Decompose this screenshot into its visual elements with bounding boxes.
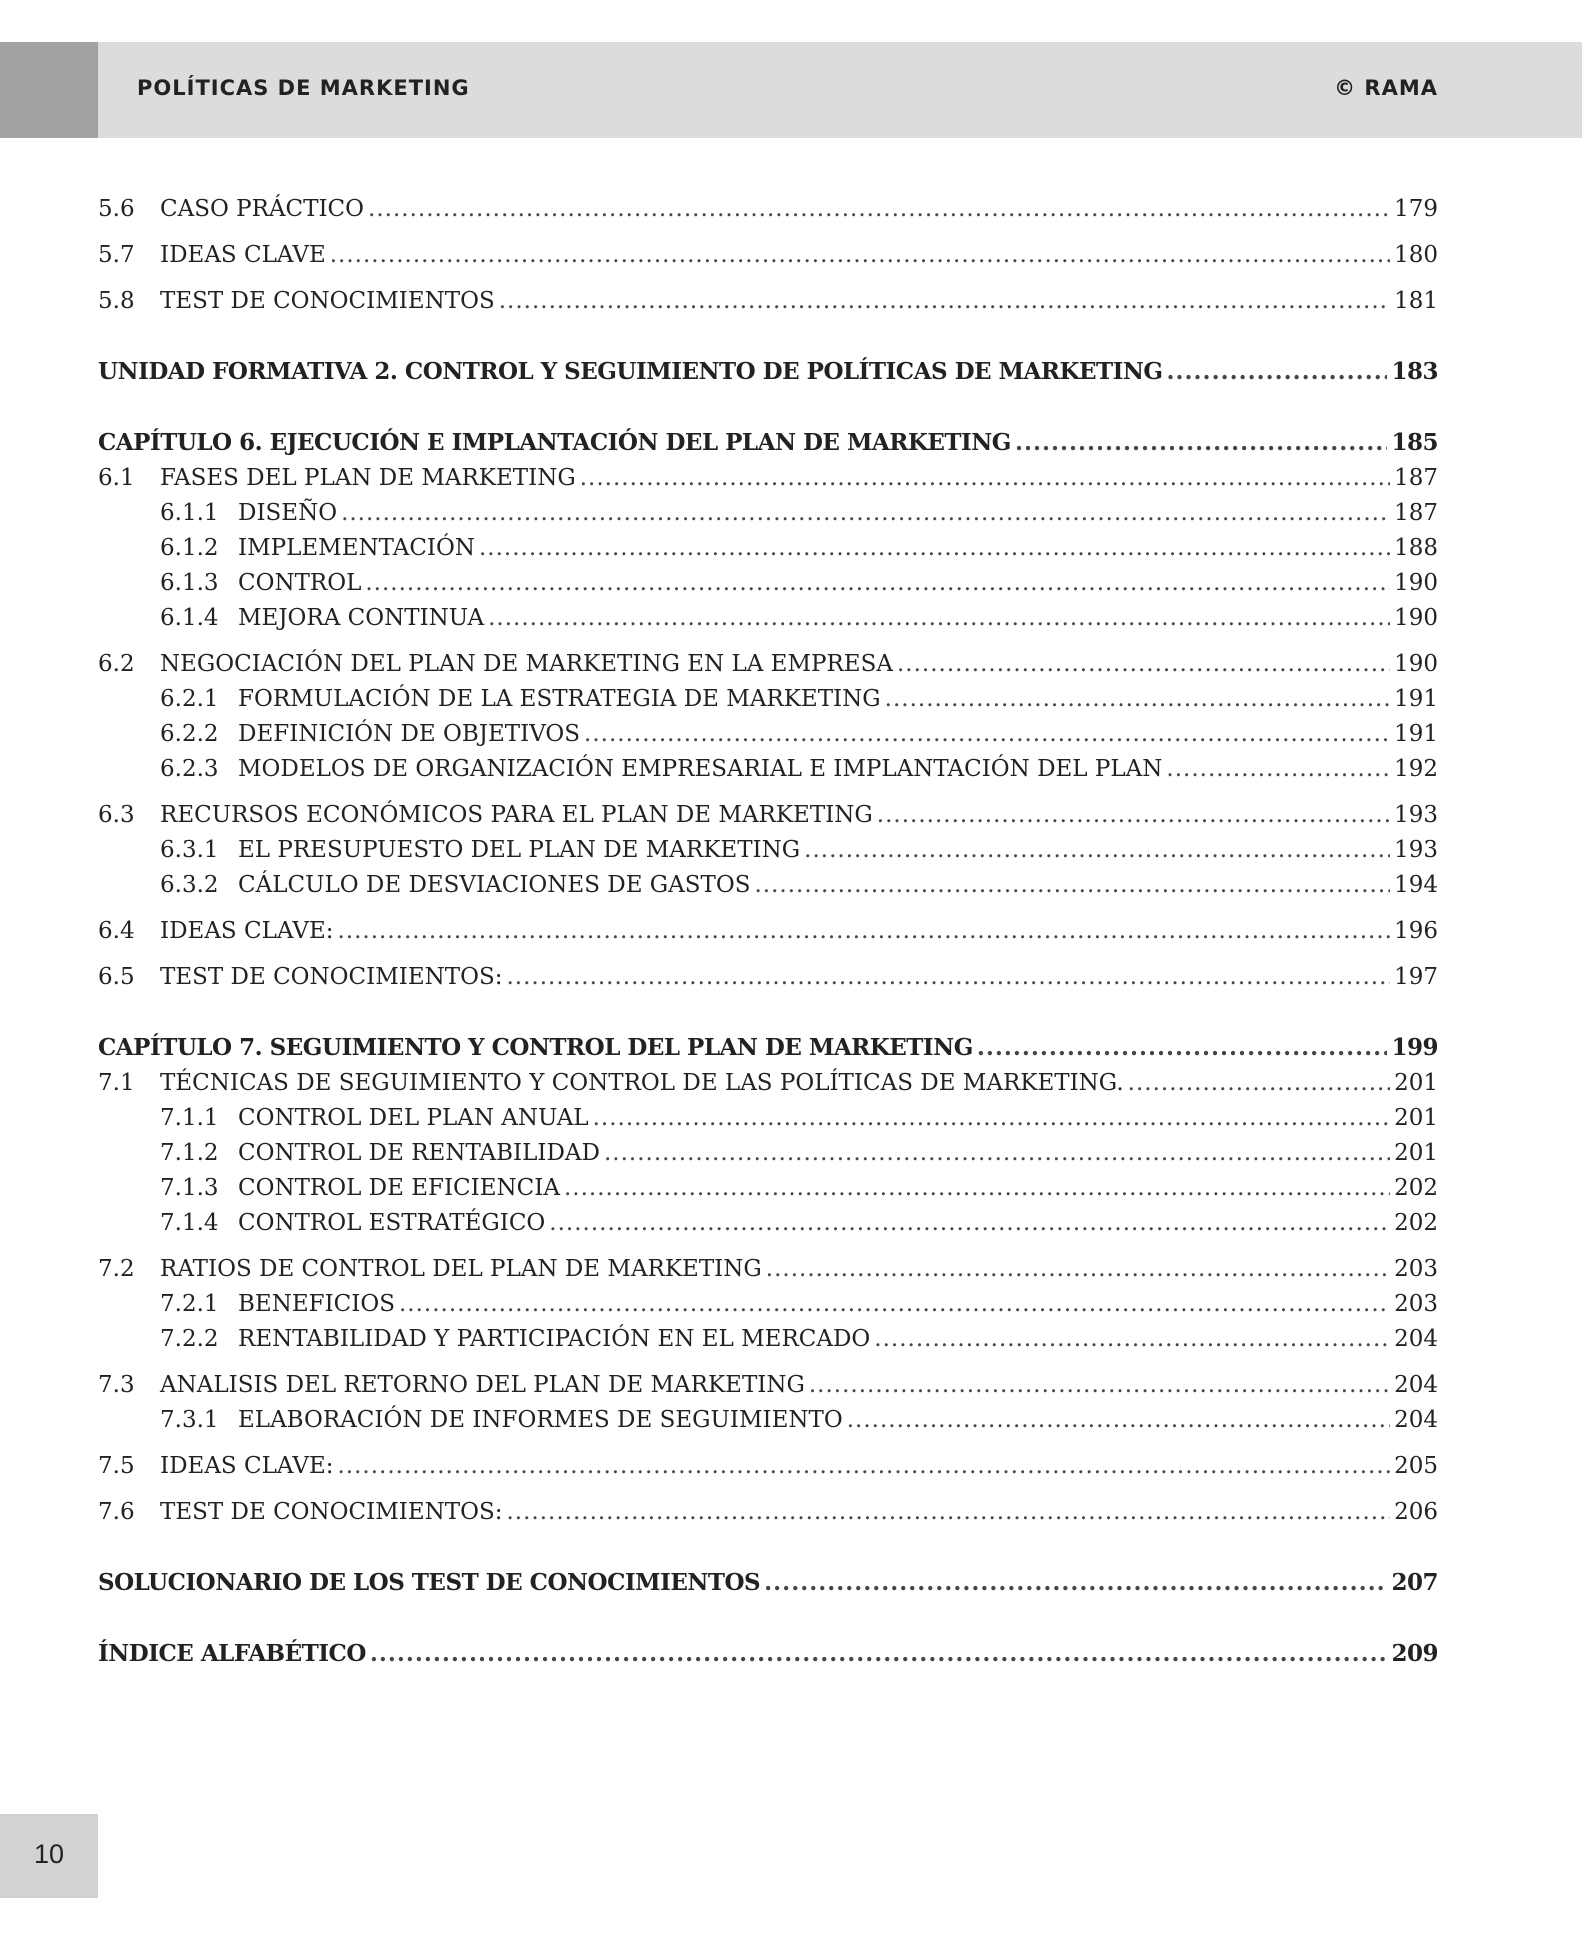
toc-entry-page: 205 [1394,1453,1438,1479]
dot-leader [499,284,1390,319]
toc-entry-number: 5.7 [98,242,135,268]
toc-entry-page: 194 [1394,872,1438,898]
toc-entry [98,238,1438,273]
toc-entry [98,1066,1438,1101]
toc-subentry [98,566,1438,601]
toc-entry-title: IDEAS CLAVE: [160,918,334,944]
dot-leader [764,1565,1387,1601]
toc-entry-title: RENTABILIDAD Y PARTICIPACIÓN EN EL MERCADO [238,1326,871,1352]
toc-entry [98,1252,1438,1287]
dot-leader [368,192,1390,227]
toc-subentry [98,1403,1438,1438]
running-header-block [0,42,98,138]
toc-entry-page: 193 [1394,802,1438,828]
dot-leader [977,1030,1388,1066]
toc-entry-number: 6.3 [98,802,135,828]
toc-entry-page: 204 [1394,1372,1438,1398]
toc-entry-title: CONTROL DE RENTABILIDAD [238,1140,600,1166]
toc-entry-number: 6.1.4 [160,605,219,631]
toc-entry-number: 7.1.3 [160,1175,219,1201]
toc-subentry [98,1171,1438,1206]
toc-entry-page: 187 [1394,465,1438,491]
toc-chapter-heading [98,1030,1438,1066]
dot-leader [766,1252,1390,1287]
toc-subentry [98,833,1438,868]
toc-unit-heading [98,354,1438,390]
toc-entry-number: 7.1.2 [160,1140,219,1166]
toc-entry-number: 6.2.3 [160,756,219,782]
toc-entry-title: ELABORACIÓN DE INFORMES DE SEGUIMIENTO [238,1407,843,1433]
toc-entry-number: 7.3.1 [160,1407,219,1433]
dot-leader [564,1171,1390,1206]
toc-entry-number: 6.5 [98,964,135,990]
toc-entry [98,960,1438,995]
toc-subentry [98,496,1438,531]
toc-entry-page: 179 [1394,196,1438,222]
toc-entry [98,798,1438,833]
toc-entry-title: TEST DE CONOCIMIENTOS: [160,1499,503,1525]
toc-entry-title: RATIOS DE CONTROL DEL PLAN DE MARKETING [160,1256,762,1282]
dot-leader [337,914,1390,949]
toc-entry [98,1449,1438,1484]
toc-subentry [98,1322,1438,1357]
toc-entry-number: 6.2 [98,651,135,677]
toc-section-heading [98,1636,1438,1672]
toc-entry-page: 202 [1394,1175,1438,1201]
toc-entry-number: 6.1 [98,465,135,491]
toc-subentry [98,531,1438,566]
dot-leader [506,1495,1390,1530]
toc-entry-page: 201 [1394,1105,1438,1131]
dot-leader [330,238,1390,273]
toc-entry-number: 6.1.3 [160,570,219,596]
toc-entry-page: 206 [1394,1499,1438,1525]
toc-entry-number: 7.1.1 [160,1105,219,1131]
toc-entry-page: 201 [1394,1140,1438,1166]
toc-entry-title: CONTROL DE EFICIENCIA [238,1175,560,1201]
toc-entry-title: FASES DEL PLAN DE MARKETING [160,465,576,491]
toc-entry-title: MODELOS DE ORGANIZACIÓN EMPRESARIAL E IMPLANTACIÓN DEL PLAN [238,756,1163,782]
toc-entry-title: DEFINICIÓN DE OBJETIVOS [238,721,581,747]
toc-entry-number: 7.1 [98,1070,135,1096]
dot-leader [506,960,1390,995]
dot-leader [370,1636,1388,1672]
dot-leader [755,868,1391,903]
toc-entry-title: TEST DE CONOCIMIENTOS [160,288,495,314]
toc-entry-title: TÉCNICAS DE SEGUIMIENTO Y CONTROL DE LAS POLÍTICAS DE MARKETING. [160,1070,1124,1096]
toc-entry [98,1368,1438,1403]
toc-entry-title: IDEAS CLAVE [160,242,326,268]
toc-entry-title: CONTROL ESTRATÉGICO [238,1210,546,1236]
toc-entry-page: 207 [1391,1569,1438,1596]
toc-entry-page: 196 [1394,918,1438,944]
toc-entry-number: 6.3.2 [160,872,219,898]
toc-entry-number: 6.2.1 [160,686,219,712]
toc-entry-page: 191 [1394,721,1438,747]
toc-entry-page: 204 [1394,1326,1438,1352]
toc-entry [98,461,1438,496]
toc-entry-title: EL PRESUPUESTO DEL PLAN DE MARKETING [238,837,801,863]
toc-entry-page: 192 [1394,756,1438,782]
dot-leader [897,647,1390,682]
toc-subentry [98,1206,1438,1241]
running-header-title: POLÍTICAS DE MARKETING [137,76,470,100]
toc-entry-page: 183 [1391,358,1438,385]
toc-entry [98,192,1438,227]
toc-entry-number: 5.6 [98,196,135,222]
toc-entry-number: 6.1.2 [160,535,219,561]
toc-entry-title: DISEÑO [238,500,338,526]
dot-leader [604,1136,1390,1171]
dot-leader [885,682,1390,717]
toc-entry-number: 7.5 [98,1453,135,1479]
toc-chapter-heading [98,425,1438,461]
toc-entry-title: SOLUCIONARIO DE LOS TEST DE CONOCIMIENTOS [98,1569,761,1596]
dot-leader [341,496,1390,531]
toc-entry-page: 197 [1394,964,1438,990]
toc-subentry [98,752,1438,787]
toc-subentry [98,868,1438,903]
dot-leader [1166,752,1390,787]
toc-entry [98,914,1438,949]
toc-entry-title: CONTROL DEL PLAN ANUAL [238,1105,589,1131]
toc-entry-number: 7.2.1 [160,1291,219,1317]
dot-leader [874,1322,1390,1357]
dot-leader [847,1403,1390,1438]
toc-subentry [98,1136,1438,1171]
toc-entry-title: BENEFICIOS [238,1291,395,1317]
toc-entry-title: MEJORA CONTINUA [238,605,485,631]
toc-entry-number: 7.2 [98,1256,135,1282]
toc-entry [98,1495,1438,1530]
toc-entry-page: 199 [1391,1034,1438,1061]
toc-entry-number: 7.6 [98,1499,135,1525]
toc-entry-number: 7.1.4 [160,1210,219,1236]
toc-entry-title: CONTROL [238,570,362,596]
toc-entry-page: 209 [1391,1640,1438,1667]
running-header-publisher: © RAMA [1334,76,1438,100]
page-number: 10 [34,1839,65,1869]
toc-entry-page: 180 [1394,242,1438,268]
toc-entry-title: UNIDAD FORMATIVA 2. CONTROL Y SEGUIMIENTO DE POLÍTICAS DE MARKETING [98,358,1163,385]
toc-entry-number: 7.3 [98,1372,135,1398]
toc-entry-number: 6.1.1 [160,500,219,526]
toc-entry-title: CÁLCULO DE DESVIACIONES DE GASTOS [238,872,751,898]
dot-leader [337,1449,1390,1484]
dot-leader [1167,354,1388,390]
toc-entry-title: RECURSOS ECONÓMICOS PARA EL PLAN DE MARKETING [160,802,873,828]
toc-entry-title: ÍNDICE ALFABÉTICO [98,1640,366,1667]
toc-entry-page: 203 [1394,1291,1438,1317]
toc-entry-page: 188 [1394,535,1438,561]
dot-leader [365,566,1390,601]
toc-entry-title: CAPÍTULO 6. EJECUCIÓN E IMPLANTACIÓN DEL PLAN DE MARKETING [98,429,1011,456]
table-of-contents [98,192,1438,1672]
dot-leader [804,833,1390,868]
dot-leader [877,798,1390,833]
dot-leader [399,1287,1390,1322]
toc-entry-page: 201 [1394,1070,1438,1096]
toc-subentry [98,601,1438,636]
toc-entry-title: NEGOCIACIÓN DEL PLAN DE MARKETING EN LA EMPRESA [160,651,893,677]
toc-entry-number: 5.8 [98,288,135,314]
toc-entry [98,647,1438,682]
toc-entry-page: 187 [1394,500,1438,526]
toc-entry-number: 6.4 [98,918,135,944]
toc-entry-page: 190 [1394,570,1438,596]
toc-entry-page: 193 [1394,837,1438,863]
dot-leader [584,717,1390,752]
toc-entry-title: CASO PRÁCTICO [160,196,365,222]
toc-entry-title: CAPÍTULO 7. SEGUIMIENTO Y CONTROL DEL PLAN DE MARKETING [98,1034,973,1061]
toc-section-heading [98,1565,1438,1601]
toc-entry-page: 202 [1394,1210,1438,1236]
toc-entry-page: 190 [1394,605,1438,631]
dot-leader [549,1206,1390,1241]
toc-entry-page: 191 [1394,686,1438,712]
toc-entry-page: 181 [1394,288,1438,314]
dot-leader [488,601,1390,636]
dot-leader [809,1368,1390,1403]
toc-entry-title: FORMULACIÓN DE LA ESTRATEGIA DE MARKETING [238,686,881,712]
toc-subentry [98,1287,1438,1322]
toc-entry-title: ANALISIS DEL RETORNO DEL PLAN DE MARKETING [160,1372,805,1398]
toc-subentry [98,717,1438,752]
dot-leader [1128,1066,1390,1101]
toc-entry-page: 185 [1391,429,1438,456]
toc-subentry [98,1101,1438,1136]
toc-entry-page: 190 [1394,651,1438,677]
toc-entry-title: IDEAS CLAVE: [160,1453,334,1479]
toc-entry-title: IMPLEMENTACIÓN [238,535,475,561]
dot-leader [580,461,1390,496]
toc-entry-page: 204 [1394,1407,1438,1433]
toc-entry [98,284,1438,319]
toc-entry-number: 7.2.2 [160,1326,219,1352]
toc-subentry [98,682,1438,717]
dot-leader [479,531,1390,566]
dot-leader [593,1101,1391,1136]
toc-entry-number: 6.2.2 [160,721,219,747]
toc-entry-title: TEST DE CONOCIMIENTOS: [160,964,503,990]
toc-entry-number: 6.3.1 [160,837,219,863]
toc-entry-page: 203 [1394,1256,1438,1282]
dot-leader [1015,425,1388,461]
